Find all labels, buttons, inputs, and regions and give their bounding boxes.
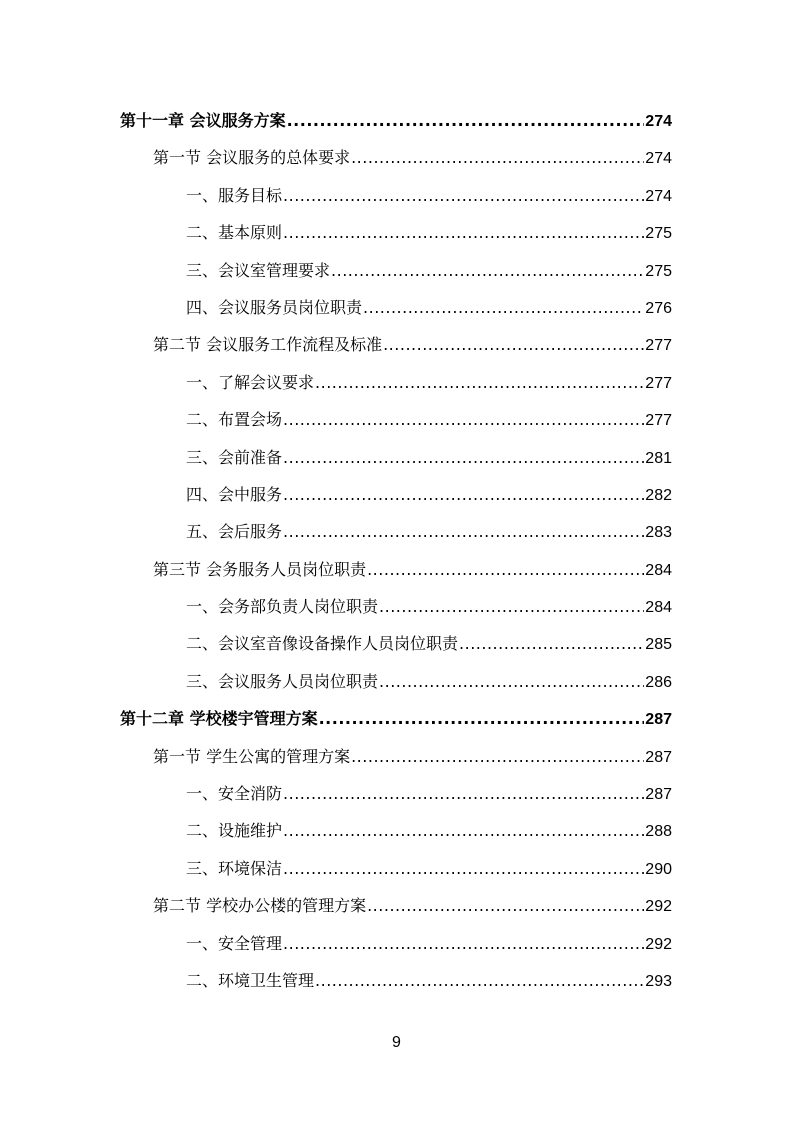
toc-entry-label: 一、会务部负责人岗位职责 <box>186 597 379 617</box>
dot-leader <box>283 186 644 205</box>
toc-entry-subsection[interactable] <box>120 931 672 968</box>
toc-entry-page: 274 <box>645 187 672 205</box>
toc-entry-label: 四、会议服务员岗位职责 <box>186 297 363 317</box>
toc-entry-label: 二、布置会场 <box>186 410 283 430</box>
toc-entry-label: 一、安全消防 <box>186 784 283 804</box>
toc-entry-page: 287 <box>645 711 672 729</box>
toc-entry-page: 284 <box>645 599 672 617</box>
toc-entry-label: 第一节 会议服务的总体要求 <box>153 148 351 168</box>
toc-entry-page: 288 <box>645 823 672 841</box>
toc-entry-subsection[interactable] <box>120 669 672 706</box>
toc-entry-subsection[interactable] <box>120 258 672 295</box>
toc-entry-page: 277 <box>645 337 672 355</box>
toc-entry-page: 276 <box>645 299 672 317</box>
toc-entry-subsection[interactable] <box>120 407 672 444</box>
toc-entry-subsection[interactable] <box>120 482 672 519</box>
toc-entry-page: 284 <box>645 561 672 579</box>
toc-entry-subsection[interactable] <box>120 183 672 220</box>
toc-entry-subsection[interactable] <box>120 220 672 257</box>
toc-entry-section[interactable] <box>120 744 672 781</box>
toc-entry-label: 第二节 学校办公楼的管理方案 <box>153 896 367 916</box>
toc-entry-section[interactable] <box>120 145 672 182</box>
dot-leader <box>315 971 644 990</box>
toc-entry-subsection[interactable] <box>120 631 672 668</box>
toc-entry-label: 二、设施维护 <box>186 821 283 841</box>
toc-entry-label: 四、会中服务 <box>186 484 283 504</box>
toc-entry-page: 275 <box>645 225 672 243</box>
toc-entry-subsection[interactable] <box>120 519 672 556</box>
toc-entry-subsection[interactable] <box>120 818 672 855</box>
toc-entry-subsection[interactable] <box>120 295 672 332</box>
toc-entry-label: 第十一章 会议服务方案 <box>120 111 286 130</box>
toc-entry-page: 292 <box>645 935 672 953</box>
toc-entry-page: 287 <box>645 786 672 804</box>
dot-leader <box>351 747 644 766</box>
dot-leader <box>283 859 644 878</box>
toc-entry-page: 283 <box>645 524 672 542</box>
toc-entry-label: 一、了解会议要求 <box>186 372 315 392</box>
toc-entry-subsection[interactable] <box>120 594 672 631</box>
toc-entry-label: 第三节 会务服务人员岗位职责 <box>153 559 367 579</box>
dot-leader <box>315 373 644 392</box>
dot-leader <box>283 448 644 467</box>
toc-entry-label: 一、服务目标 <box>186 185 283 205</box>
toc-entry-subsection[interactable] <box>120 968 672 1005</box>
toc-entry-page: 277 <box>645 374 672 392</box>
toc-entry-label: 二、会议室音像设备操作人员岗位职责 <box>186 634 459 654</box>
toc-entry-subsection[interactable] <box>120 445 672 482</box>
toc-entry-section[interactable] <box>120 893 672 930</box>
toc-entry-label: 二、基本原则 <box>186 223 283 243</box>
table-of-contents <box>120 108 672 1005</box>
toc-entry-label: 三、会前准备 <box>186 447 283 467</box>
toc-entry-subsection[interactable] <box>120 856 672 893</box>
toc-entry-chapter[interactable] <box>120 706 672 743</box>
toc-entry-page: 293 <box>645 972 672 990</box>
dot-leader <box>283 934 644 953</box>
dot-leader <box>287 111 645 130</box>
toc-entry-label: 三、会议室管理要求 <box>186 260 331 280</box>
toc-entry-page: 286 <box>645 673 672 691</box>
toc-entry-label: 三、环境保洁 <box>186 858 283 878</box>
page-number: 9 <box>392 1034 401 1051</box>
dot-leader <box>331 261 644 280</box>
dot-leader <box>367 560 644 579</box>
toc-entry-page: 282 <box>645 486 672 504</box>
toc-entry-section[interactable] <box>120 557 672 594</box>
toc-entry-chapter[interactable] <box>120 108 672 145</box>
toc-entry-label: 五、会后服务 <box>186 522 283 542</box>
dot-leader <box>367 896 644 915</box>
dot-leader <box>379 672 644 691</box>
dot-leader <box>283 522 644 541</box>
dot-leader <box>351 148 644 167</box>
toc-entry-page: 287 <box>645 748 672 766</box>
toc-entry-subsection[interactable] <box>120 781 672 818</box>
toc-entry-page: 285 <box>645 636 672 654</box>
toc-entry-subsection[interactable] <box>120 370 672 407</box>
dot-leader <box>379 597 644 616</box>
dot-leader <box>363 298 644 317</box>
toc-entry-label: 第一节 学生公寓的管理方案 <box>153 746 351 766</box>
toc-entry-page: 277 <box>645 412 672 430</box>
toc-entry-label: 二、环境卫生管理 <box>186 970 315 990</box>
dot-leader <box>283 223 644 242</box>
toc-entry-label: 三、会议服务人员岗位职责 <box>186 671 379 691</box>
dot-leader <box>283 485 644 504</box>
toc-entry-page: 290 <box>645 860 672 878</box>
toc-entry-section[interactable] <box>120 332 672 369</box>
dot-leader <box>283 410 644 429</box>
toc-entry-label: 一、安全管理 <box>186 933 283 953</box>
dot-leader <box>283 821 644 840</box>
toc-entry-page: 281 <box>645 449 672 467</box>
toc-entry-page: 292 <box>645 898 672 916</box>
dot-leader <box>459 634 644 653</box>
toc-entry-label: 第二节 会议服务工作流程及标准 <box>153 335 383 355</box>
toc-entry-page: 275 <box>645 262 672 280</box>
toc-entry-page: 274 <box>645 150 672 168</box>
dot-leader <box>383 335 644 354</box>
toc-entry-page: 274 <box>645 113 672 130</box>
dot-leader <box>319 709 645 728</box>
dot-leader <box>283 784 644 803</box>
toc-entry-label: 第十二章 学校楼宇管理方案 <box>120 709 318 729</box>
